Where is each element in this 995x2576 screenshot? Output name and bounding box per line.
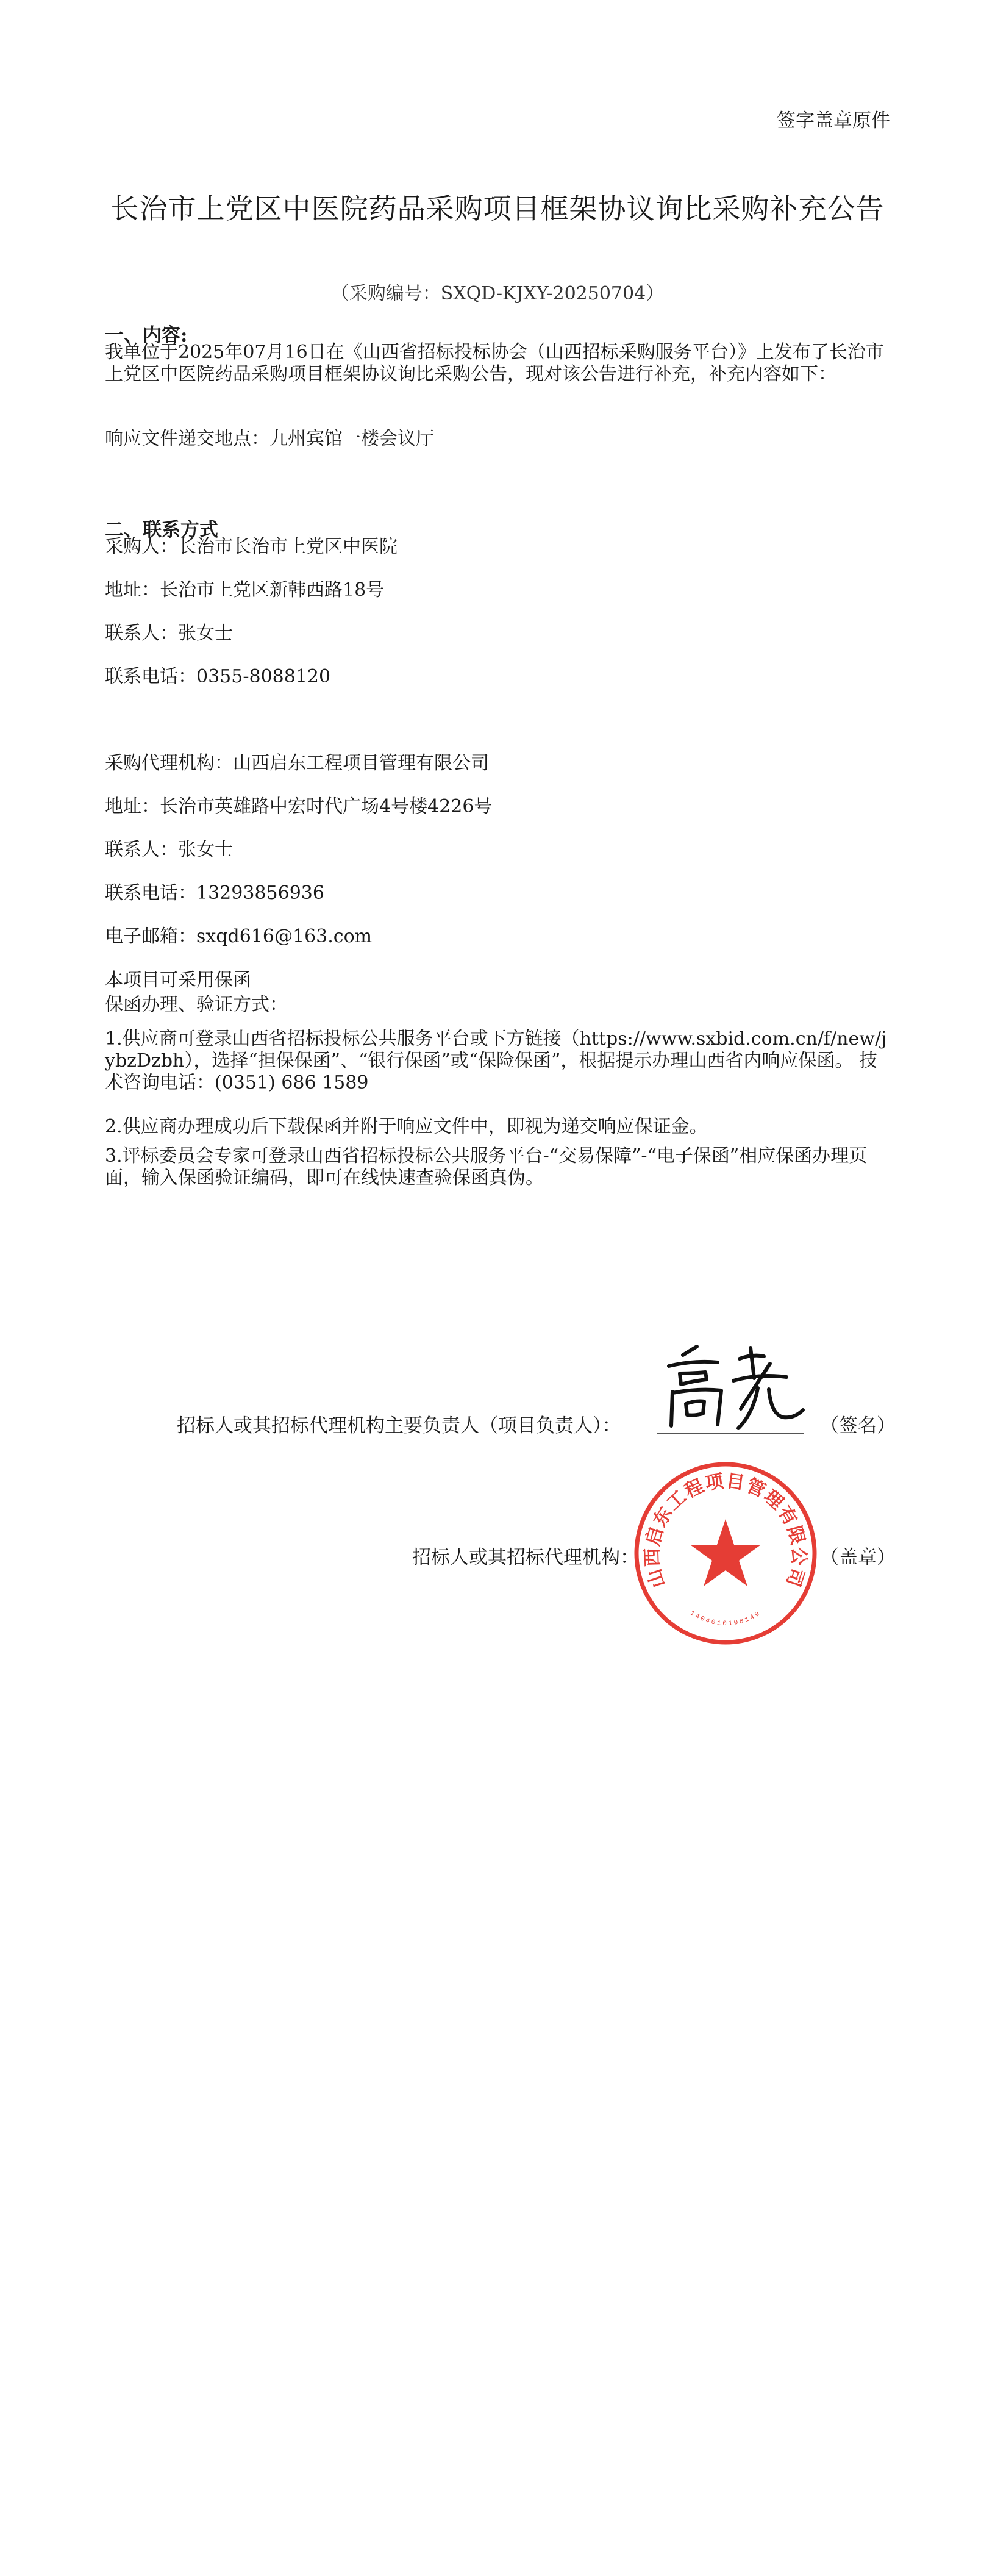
handwritten-signature	[662, 1342, 808, 1433]
section-heading-content: 一、内容:	[105, 324, 188, 346]
guarantee-item-3: 3.评标委员会专家可登录山西省招标投标公共服务平台-“交易保障”-“电子保函”相应保函办理页面，输入保函验证编码，即可在线快速查验保函真伪。	[105, 1145, 868, 1189]
guarantee-item-1: 1.供应商可登录山西省招标投标公共服务平台或下方链接（https://www.sxbid.com.cn/f/new/jybzDzbh），选择“担保保函”、“银行保函”或“保险保函”，根据提示办理山西省内响应保函。 技术咨询电话：(0351) 686 1589	[105, 1028, 887, 1093]
seal-label: 招标人或其招标代理机构：	[412, 1547, 639, 1569]
purchaser-name: 采购人：长治市长治市上党区中医院	[105, 536, 398, 557]
signature-label: 招标人或其招标代理机构主要负责人（项目负责人）：	[177, 1415, 621, 1437]
svg-text:1404010108149: 1404010108149	[688, 1609, 763, 1628]
page-title: 长治市上党区中医院药品采购项目框架协议询比采购补充公告	[110, 192, 885, 225]
guarantee-method-heading: 保函办理、验证方式：	[105, 994, 288, 1015]
section-heading-contact: 二、联系方式	[105, 519, 218, 541]
purchaser-phone: 联系电话：0355-8088120	[105, 666, 331, 687]
agency-email: 电子邮箱：sxqd616@163.com	[105, 926, 373, 947]
submission-location: 响应文件递交地点：九州宾馆一楼会议厅	[105, 428, 434, 449]
agency-contact: 联系人：张女士	[105, 839, 233, 860]
svg-text:山西启东工程项目管理有限公司: 山西启东工程项目管理有限公司	[642, 1471, 809, 1590]
guarantee-note: 本项目可采用保函	[105, 970, 251, 991]
signature-suffix: （签名）	[820, 1415, 896, 1437]
purchaser-address: 地址：长治市上党区新韩西路18号	[105, 579, 385, 601]
company-seal	[633, 1461, 818, 1646]
guarantee-item-2: 2.供应商办理成功后下载保函并附于响应文件中，即视为递交响应保证金。	[105, 1116, 708, 1137]
procurement-number: （采购编号：SXQD-KJXY-20250704）	[330, 283, 665, 304]
purchaser-contact: 联系人：张女士	[105, 623, 233, 644]
agency-name: 采购代理机构：山西启东工程项目管理有限公司	[105, 753, 489, 774]
signature-line	[657, 1433, 804, 1434]
corner-note: 签字盖章原件	[777, 110, 890, 132]
section-paragraph: 我单位于2025年07月16日在《山西省招标投标协会（山西招标采购服务平台）》上发布了长治市上党区中医院药品采购项目框架协议询比采购公告，现对该公告进行补充，补充内容如下：	[105, 342, 884, 385]
agency-address: 地址：长治市英雄路中宏时代广场4号楼4226号	[105, 796, 493, 817]
agency-phone: 联系电话：13293856936	[105, 882, 324, 904]
seal-suffix: （盖章）	[820, 1547, 896, 1569]
